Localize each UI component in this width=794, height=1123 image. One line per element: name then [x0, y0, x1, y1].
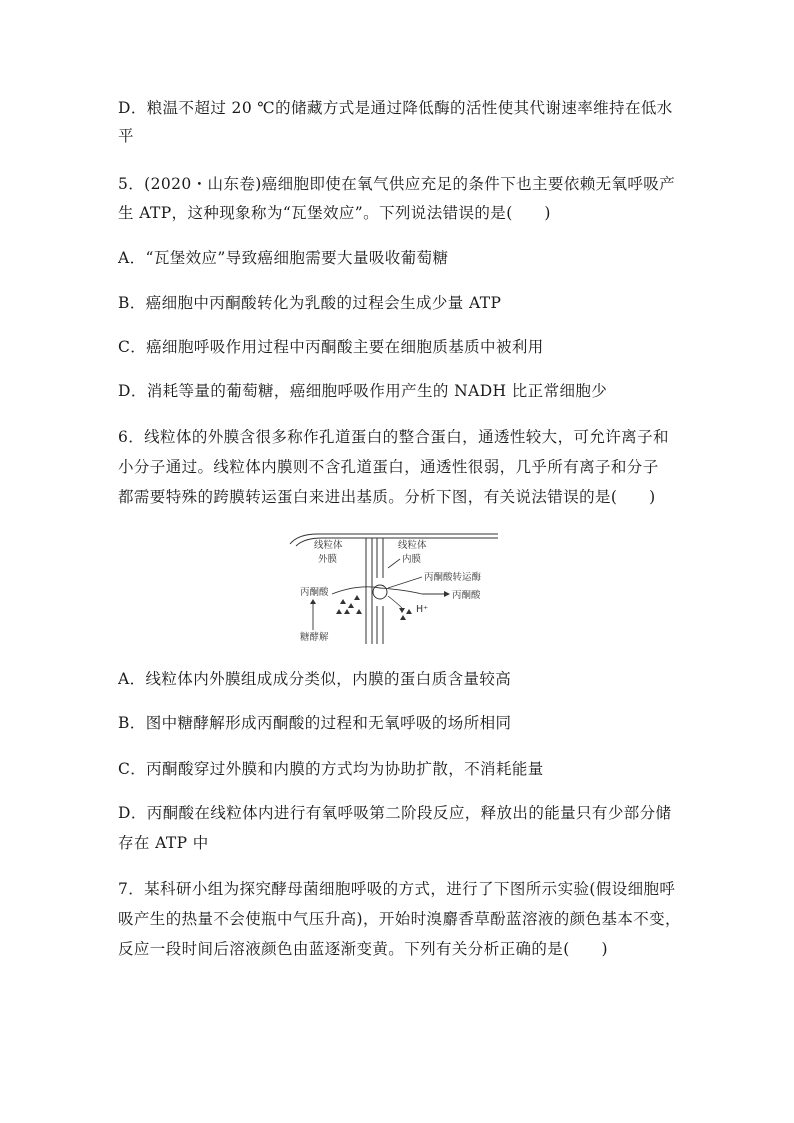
q5-option-d: D．消耗等量的葡萄糖，癌细胞呼吸作用产生的 NADH 比正常细胞少	[118, 382, 608, 400]
q5-option-c: C．癌细胞呼吸作用过程中丙酮酸主要在细胞质基质中被利用	[118, 338, 544, 356]
q6-option-d-line-1: D．丙酮酸在线粒体内进行有氧呼吸第二阶段反应，释放出的能量只有少部分储	[118, 804, 672, 822]
q6-stem-line-2: 小分子通过。线粒体内膜则不含孔道蛋白，通透性很弱，几乎所有离子和分子	[118, 458, 659, 476]
q5-stem-line-2: 生 ATP，这种现象称为“瓦堡效应”。下列说法错误的是( )	[118, 204, 551, 222]
outer-membrane-label-1: 线粒体	[314, 540, 343, 551]
q5-option-a: A．“瓦堡效应”导致癌细胞需要大量吸收葡萄糖	[118, 249, 449, 267]
q4-option-d-line-1: D．粮温不超过 20 ℃的储藏方式是通过降低酶的活性使其代谢速率维持在低水	[118, 99, 673, 117]
inner-membrane-label-2: 内膜	[402, 554, 422, 565]
pyruvate-right-label: 丙酮酸	[452, 590, 481, 601]
q6-option-d-line-2: 存在 ATP 中	[118, 834, 209, 852]
q6-stem-line-3: 都需要特殊的跨膜转运蛋白来进出基质。分析下图，有关说法错误的是( )	[118, 488, 656, 506]
q5-option-b: B．癌细胞中丙酮酸转化为乳酸的过程会生成少量 ATP	[118, 294, 502, 312]
q5-stem-line-1: 5．(2020・山东卷)癌细胞即使在氧气供应充足的条件下也主要依赖无氧呼吸产	[118, 175, 676, 193]
q4-option-d-line-2: 平	[118, 127, 134, 145]
mitochondria-membrane-diagram	[288, 528, 508, 644]
proton-label: H⁺	[416, 604, 429, 615]
inner-membrane-label-1: 线粒体	[398, 540, 427, 551]
q6-option-b: B．图中糖酵解形成丙酮酸的过程和无氧呼吸的场所相同	[118, 714, 512, 732]
q6-option-a: A．线粒体内外膜组成成分类似，内膜的蛋白质含量较高	[118, 670, 512, 688]
q7-stem-line-1: 7．某科研小组为探究酵母菌细胞呼吸的方式，进行了下图所示实验(假设细胞呼	[118, 880, 676, 898]
pyruvate-left-label: 丙酮酸	[300, 587, 329, 598]
pyruvate-transporter-label: 丙酮酸转运酶	[424, 572, 482, 583]
q6-stem-line-1: 6．线粒体的外膜含很多称作孔道蛋白的整合蛋白，通透性较大，可允许离子和	[118, 428, 669, 446]
q7-stem-line-3: 反应一段时间后溶液颜色由蓝逐渐变黄。下列有关分析正确的是( )	[118, 940, 608, 958]
glycolysis-label: 糖酵解	[300, 632, 329, 643]
q7-stem-line-2: 吸产生的热量不会使瓶中气压升高)，开始时溴麝香草酚蓝溶液的颜色基本不变，	[118, 910, 681, 928]
outer-membrane-label-2: 外膜	[318, 554, 338, 565]
q6-option-c: C．丙酮酸穿过外膜和内膜的方式均为协助扩散，不消耗能量	[118, 760, 544, 778]
